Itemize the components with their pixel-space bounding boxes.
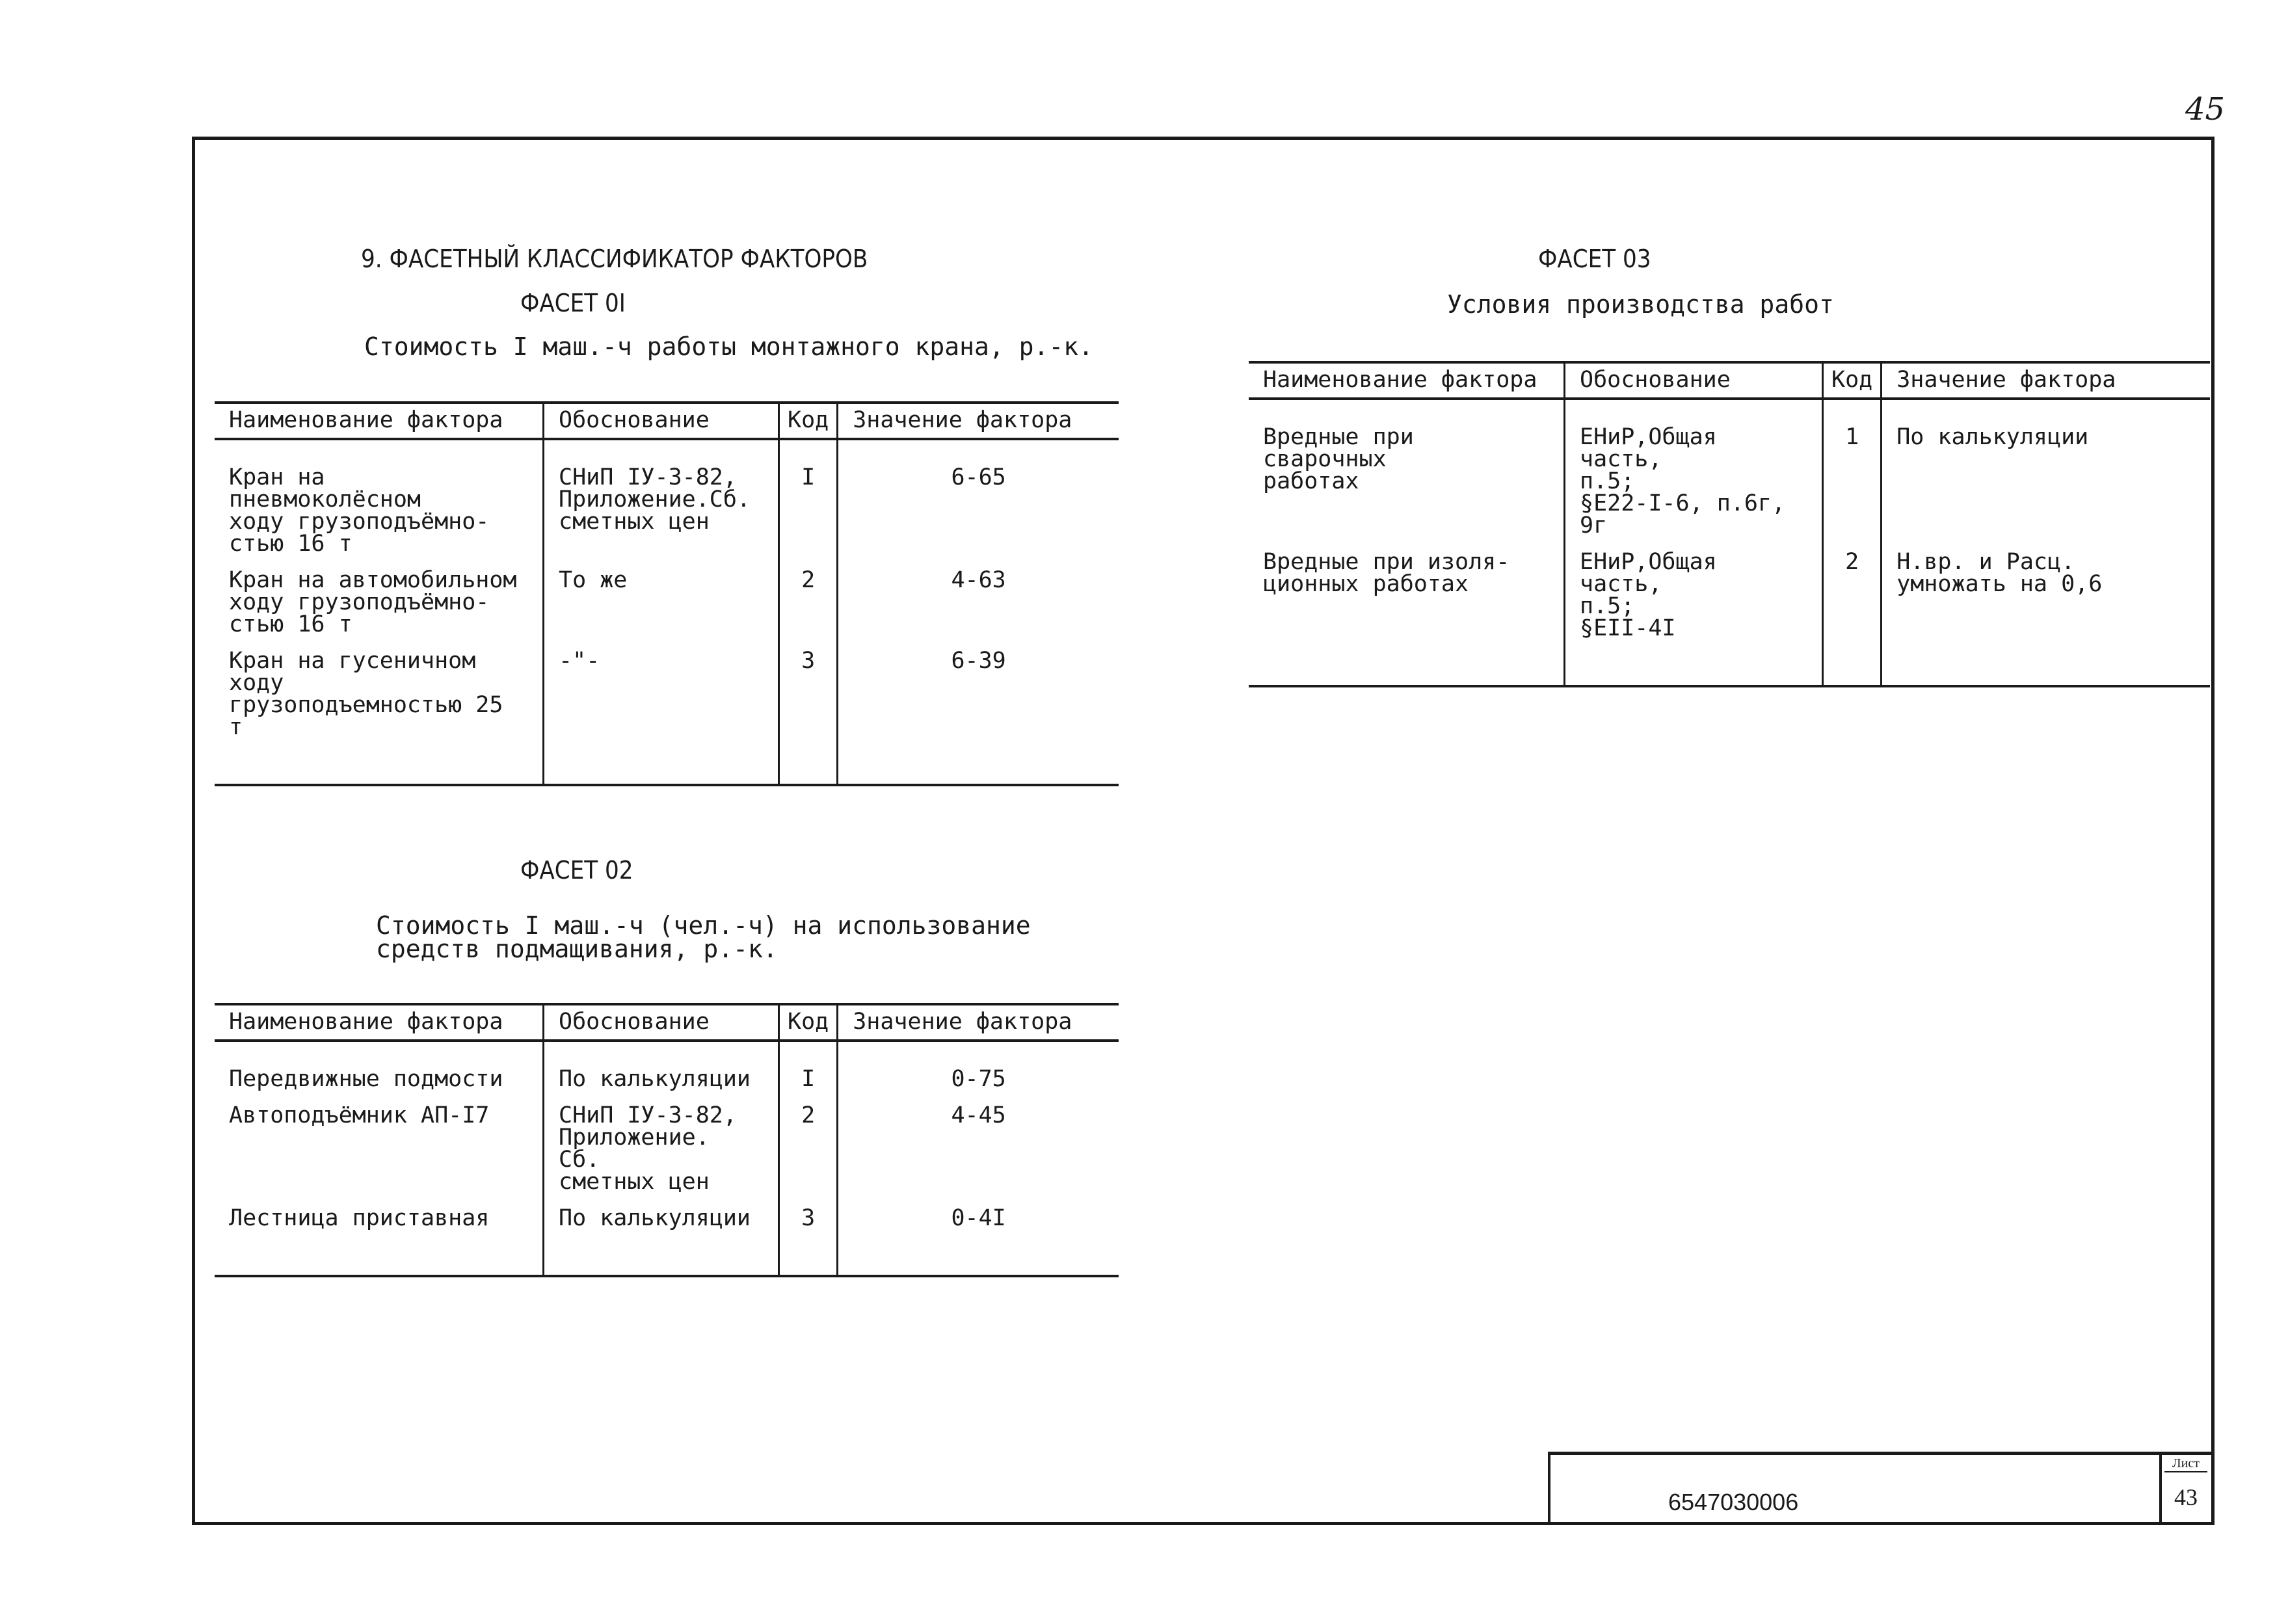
table-row [215,1098,1119,1201]
table-header-row [215,1004,1119,1041]
sheet-box [2159,1455,2211,1525]
factor-code: I [779,439,838,563]
facet02-table [215,1003,1119,1277]
factor-code: 2 [779,563,838,643]
sheet-label: Лист [2164,1456,2207,1472]
factor-name: Кран на гусеничном ходу грузоподъемностью 25 т [215,643,544,785]
table-row [215,439,1119,563]
table-row [215,1041,1119,1098]
factor-code: 2 [1823,544,1882,686]
factor-value: 0-75 [838,1041,1119,1098]
facet03-title: ФАСЕТ 03 [1538,245,1651,273]
factor-value: По калькуляции [1882,399,2210,544]
header-factor-name: Наименование фактора [215,403,544,439]
table-row [1249,399,2210,544]
facet02-subtitle: Стоимость I маш.-ч (чел.-ч) на использование средств подмащивания, р.-к. [376,911,1031,963]
header-basis: Обоснование [544,1004,779,1041]
facet01-table [215,401,1119,786]
section-title: 9. ФАСЕТНЫЙ КЛАССИФИКАТОР ФАКТОРОВ [361,245,868,273]
factor-basis: По калькуляции [544,1201,779,1276]
header-factor-name: Наименование фактора [1249,362,1565,399]
header-basis: Обоснование [544,403,779,439]
header-value: Значение фактора [1882,362,2210,399]
factor-basis: ЕНиР,Общая часть, п.5; §Е22-I-6, п.6г, 9г [1565,399,1823,544]
factor-name: Кран на автомобильном ходу грузоподъёмно- стью 16 т [229,567,517,637]
factor-value: 0-4I [838,1201,1119,1276]
facet03-subtitle: Условия производства работ [1447,290,1834,319]
factor-code: 3 [779,1201,838,1276]
factor-code: 3 [779,643,838,785]
table-row [215,563,1119,643]
factor-value: Н.вр. и Расц. умножать на 0,6 [1882,544,2210,686]
handwritten-page-number: 45 [2185,91,2226,127]
facet03-table [1249,361,2210,687]
factor-name: Автоподъёмник АП-I7 [229,1102,490,1128]
document-code: 6547030006 [1668,1489,1799,1515]
table-header-row [1249,362,2210,399]
facet01-title: ФАСЕТ 0I [520,289,626,317]
factor-name: Вредные при изоля- ционных работах [1249,544,1565,686]
table-row [1249,544,2210,686]
factor-value: 4-63 [838,563,1119,643]
header-value: Значение фактора [838,403,1119,439]
factor-code: 1 [1823,399,1882,544]
header-code: Код [779,403,838,439]
factor-code: 2 [779,1098,838,1201]
header-factor-name: Наименование фактора [215,1004,544,1041]
header-code: Код [779,1004,838,1041]
facet01-subtitle: Стоимость I маш.-ч работы монтажного крана, р.-к. [364,332,1094,361]
factor-name: Кран на пневмоколёсном ходу грузоподъёмно- стью 16 т [229,464,490,557]
table-row [215,1201,1119,1276]
factor-name: Вредные при сварочных работах [1263,424,1414,494]
header-basis: Обоснование [1565,362,1823,399]
title-block-stamp [1548,1452,2211,1525]
header-value: Значение фактора [838,1004,1119,1041]
sheet-number: 43 [2174,1484,2198,1510]
factor-basis: ЕНиР,Общая часть, п.5; §ЕII-4I [1565,544,1823,686]
factor-value: 6-65 [838,439,1119,563]
table-row [215,643,1119,785]
factor-basis: -"- [544,643,779,785]
factor-value: 6-39 [838,643,1119,785]
table-header-row [215,403,1119,439]
factor-basis: СНиП IУ-3-82, Приложение. Сб. сметных цен [544,1098,779,1201]
header-code: Код [1823,362,1882,399]
factor-name: Передвижные подмости [229,1066,503,1092]
factor-basis: СНиП IУ-3-82, Приложение.Сб. сметных цен [544,439,779,563]
facet02-title: ФАСЕТ 02 [520,856,633,885]
factor-name: Лестница приставная [215,1201,544,1276]
factor-basis: То же [544,563,779,643]
factor-code: I [779,1041,838,1098]
factor-basis: По калькуляции [544,1041,779,1098]
stamp-divider [1548,1455,1550,1525]
factor-value: 4-45 [838,1098,1119,1201]
